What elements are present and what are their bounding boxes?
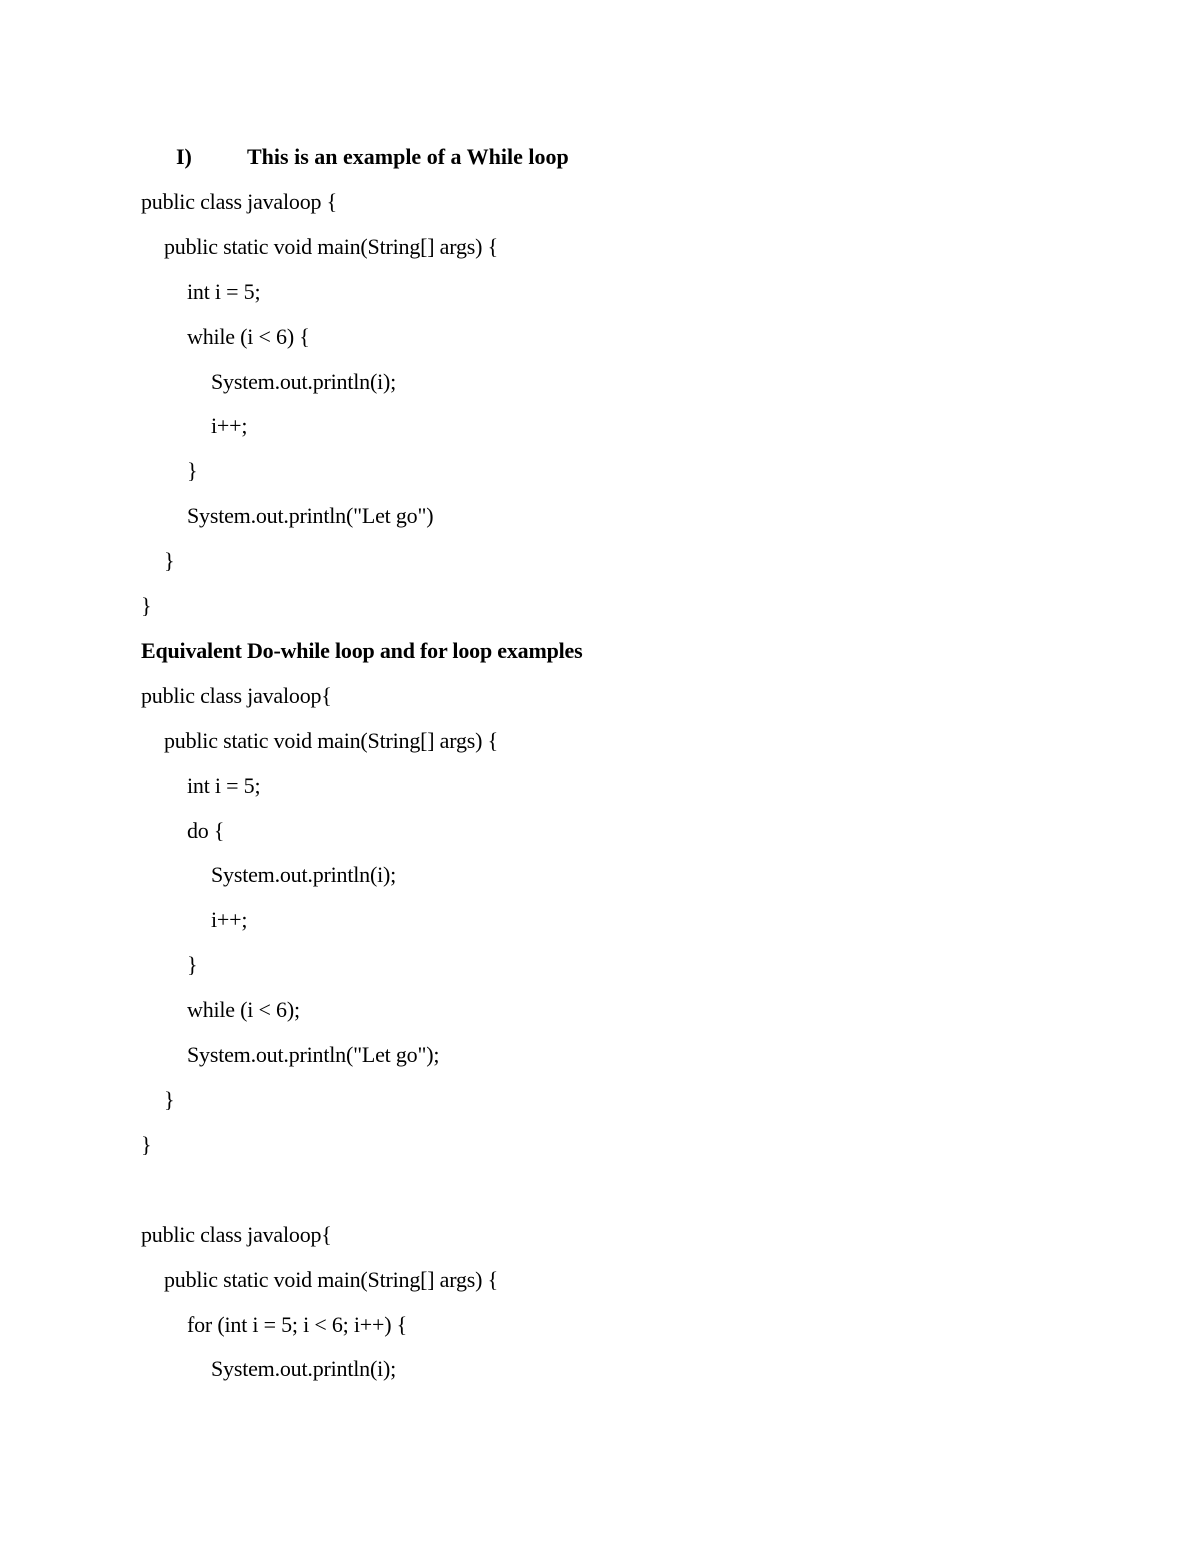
code-line: public static void main(String[] args) { [164,728,498,753]
code-line: public static void main(String[] args) { [164,1267,498,1292]
code-line: System.out.println(i); [211,862,397,887]
code-line: while (i < 6) { [187,324,310,349]
code-line: System.out.println(i); [211,369,397,394]
code-line: do { [187,818,225,843]
code-line: int i = 5; [187,279,261,304]
code-line: } [141,1132,152,1157]
code-line: i++; [211,907,248,932]
code-line: } [187,952,198,977]
code-line: public class javaloop{ [141,1222,332,1247]
code-line: } [187,458,198,483]
code-line: public class javaloop { [141,189,337,214]
code-line: System.out.println("Let go"); [187,1042,440,1067]
code-line: while (i < 6); [187,997,300,1022]
code-line: public class javaloop{ [141,683,332,708]
code-line: System.out.println(i); [211,1356,397,1381]
section-heading: Equivalent Do-while loop and for loop examples [141,638,583,663]
code-line: } [164,548,175,573]
code-line: i++; [211,413,248,438]
code-line: } [164,1087,175,1112]
code-line: System.out.println("Let go") [187,503,434,528]
code-line: for (int i = 5; i < 6; i++) { [187,1312,407,1337]
section-heading: This is an example of a While loop [247,144,569,169]
code-line: int i = 5; [187,773,261,798]
section-number: I) [176,144,192,169]
code-line: public static void main(String[] args) { [164,234,498,259]
code-line: } [141,593,152,618]
